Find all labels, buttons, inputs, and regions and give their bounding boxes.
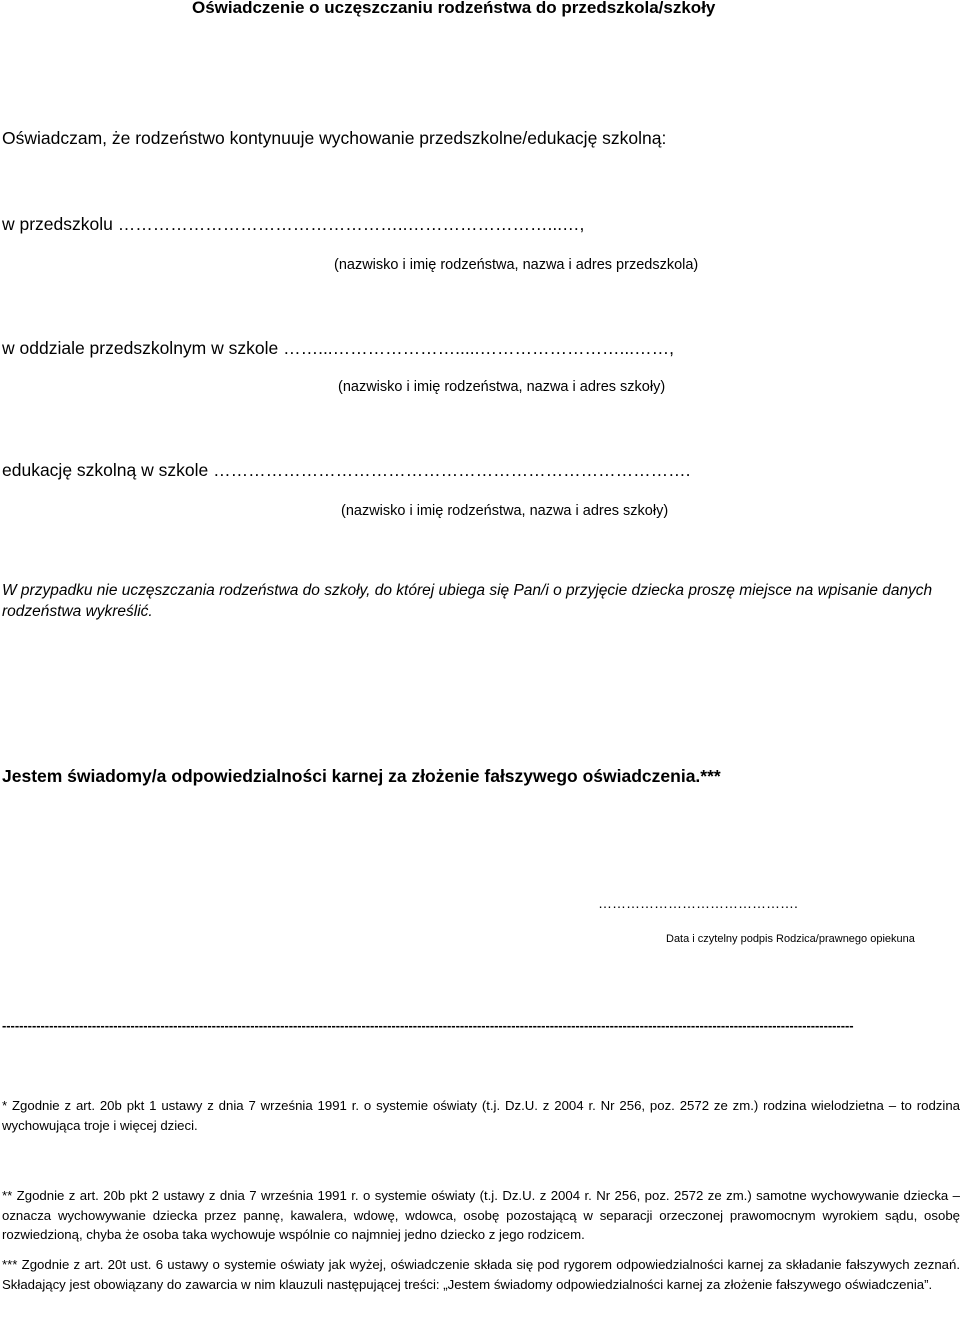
document-title: Oświadczenie o uczęszczaniu rodzeństwa do przedszkola/szkoły (192, 0, 716, 17)
kindergarten-field-caption: (nazwisko i imię rodzeństwa, nazwa i adres przedszkola) (334, 257, 699, 273)
liability-declaration: Jestem świadomy/a odpowiedzialności karnej za złożenie fałszywego oświadczenia.*** (2, 766, 721, 786)
footnote-1: * Zgodnie z art. 20b pkt 1 ustawy z dnia 7 września 1991 r. o systemie oświaty (t.j. Dz.U. z 2004 r. Nr 256, poz. 2572 ze zm.) rodzina wielodzietna – to rodzina wychowująca troje i więcej dzieci. (2, 1098, 960, 1133)
cross-out-note: W przypadku nie uczęszczania rodzeństwa do szkoły, do której ubiega się Pan/i o przyjęcie dziecka proszę miejsce na wpisanie danych rodzeństwa wykreślić. (2, 582, 933, 620)
signature-line[interactable]: ……………………………………. (598, 895, 798, 911)
school-field-caption: (nazwisko i imię rodzeństwa, nazwa i adres szkoły) (341, 503, 669, 519)
signature-label: Data i czytelny podpis Rodzica/prawnego opiekuna (666, 933, 915, 945)
footnote-3: *** Zgodnie z art. 20t ust. 6 ustawy o systemie oświaty jak wyżej, oświadczenie składa się pod rygorem odpowiedzialności karnej za składanie fałszywych zeznań. Składający jest obowiązany do zawarcia w nim klauzuli następującej treści: „Jestem świadomy odpowiedzialności karnej za złożenie fałszywego oświadczenia”. (2, 1257, 960, 1292)
preschool-class-field-caption: (nazwisko i imię rodzeństwa, nazwa i adres szkoły) (338, 379, 666, 395)
preschool-class-field-line[interactable]: w oddziale przedszkolnym w szkole ……...………………….....……………………...……, (2, 338, 674, 358)
statement-text: Oświadczam, że rodzeństwo kontynuuje wychowanie przedszkolne/edukację szkolną: (2, 128, 667, 148)
kindergarten-field-line[interactable]: w przedszkolu …………………………………………..……………………...…, (2, 214, 585, 234)
separator-line: ------------------------------------------------------------------------------------------------------------------------------------------------------------------------------------------------------- (2, 1018, 854, 1033)
school-field-line[interactable]: edukację szkolną w szkole ………………………………………………………………………. (2, 460, 691, 480)
footnote-2: ** Zgodnie z art. 20b pkt 2 ustawy z dnia 7 września 1991 r. o systemie oświaty (t.j. Dz.U. z 2004 r. Nr 256, poz. 2572 ze zm.) samotne wychowywanie dziecka – oznacza wychowywanie dziecka przez pannę, kawalera, wdowę, wdowca, osobę pozostającą w separacji orzeczonej prawomocnym wyrokiem sądu, osobę rozwiedzioną, chyba że osoba taka wychowuje wspólnie co najmniej jedno dziecko z jego rodzicem. (2, 1188, 960, 1242)
